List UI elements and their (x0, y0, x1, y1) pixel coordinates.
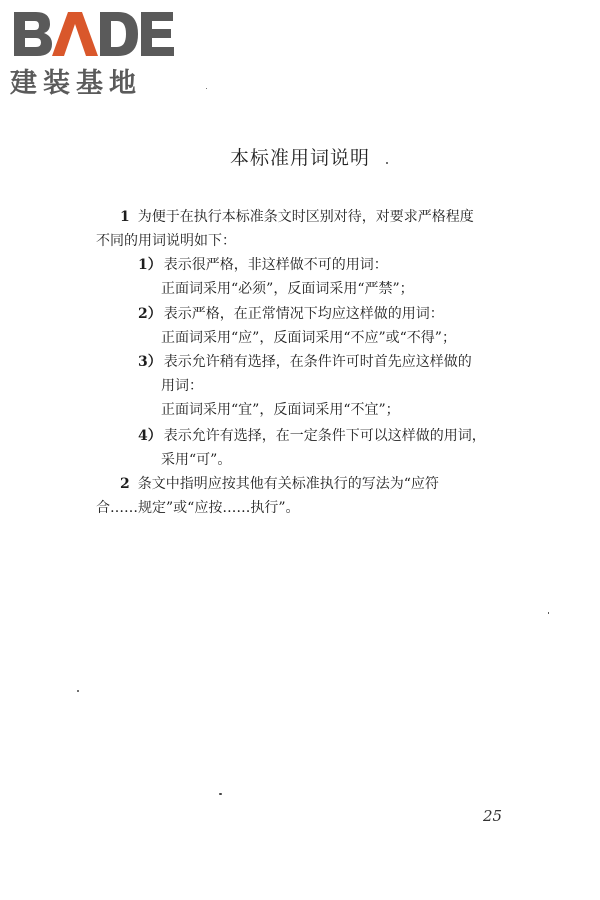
item-4 (138, 424, 486, 448)
clause-2-line-1 (120, 472, 439, 496)
clause-1-line-1 (120, 205, 474, 229)
clause-1-text-1: 为便于在执行本标准条文时区别对待，对要求严格程度 (137, 209, 474, 225)
bade-logo (10, 4, 180, 99)
page-number: 25 (483, 807, 503, 825)
clause-2-line-2: 合……规定”或“应按……执行”。 (96, 500, 300, 516)
scan-speck (219, 793, 222, 795)
scan-speck (386, 162, 388, 164)
page-title: 本标准用词说明 (229, 147, 370, 169)
scan-speck (206, 88, 207, 89)
item-4-number: 4） (138, 428, 162, 444)
scan-speck (77, 690, 79, 692)
item-1-detail: 正面词采用“必须”，反面词采用“严禁”； (161, 281, 414, 297)
item-3-text: 表示允许稍有选择，在条件许可时首先应这样做的 (163, 354, 472, 370)
clause-1-number: 1 (120, 209, 130, 225)
clause-2-number: 2 (120, 476, 130, 492)
item-4-continuation: 采用“可”。 (161, 452, 232, 468)
item-2-number: 2） (138, 306, 162, 322)
item-3-number: 3） (138, 354, 162, 370)
item-2-text: 表示严格，在正常情况下均应这样做的用词： (163, 306, 444, 322)
item-3-detail: 正面词采用“宜”，反面词采用“不宜”； (161, 402, 400, 418)
clause-2-text-1: 条文中指明应按其他有关标准执行的写法为“应符 (137, 476, 439, 492)
item-3-continuation: 用词： (161, 378, 203, 394)
item-3 (138, 350, 472, 374)
item-2 (138, 302, 444, 326)
logo-subtitle: 建装基地 (10, 68, 142, 99)
item-1-number: 1） (138, 257, 162, 273)
scan-speck (548, 612, 549, 614)
item-2-detail: 正面词采用“应”，反面词采用“不应”或“不得”； (161, 330, 456, 346)
clause-1-line-2: 不同的用词说明如下： (96, 233, 236, 249)
item-1-text: 表示很严格，非这样做不可的用词： (163, 257, 388, 273)
item-4-text: 表示允许有选择，在一定条件下可以这样做的用词， (163, 428, 486, 444)
item-1 (138, 253, 388, 277)
